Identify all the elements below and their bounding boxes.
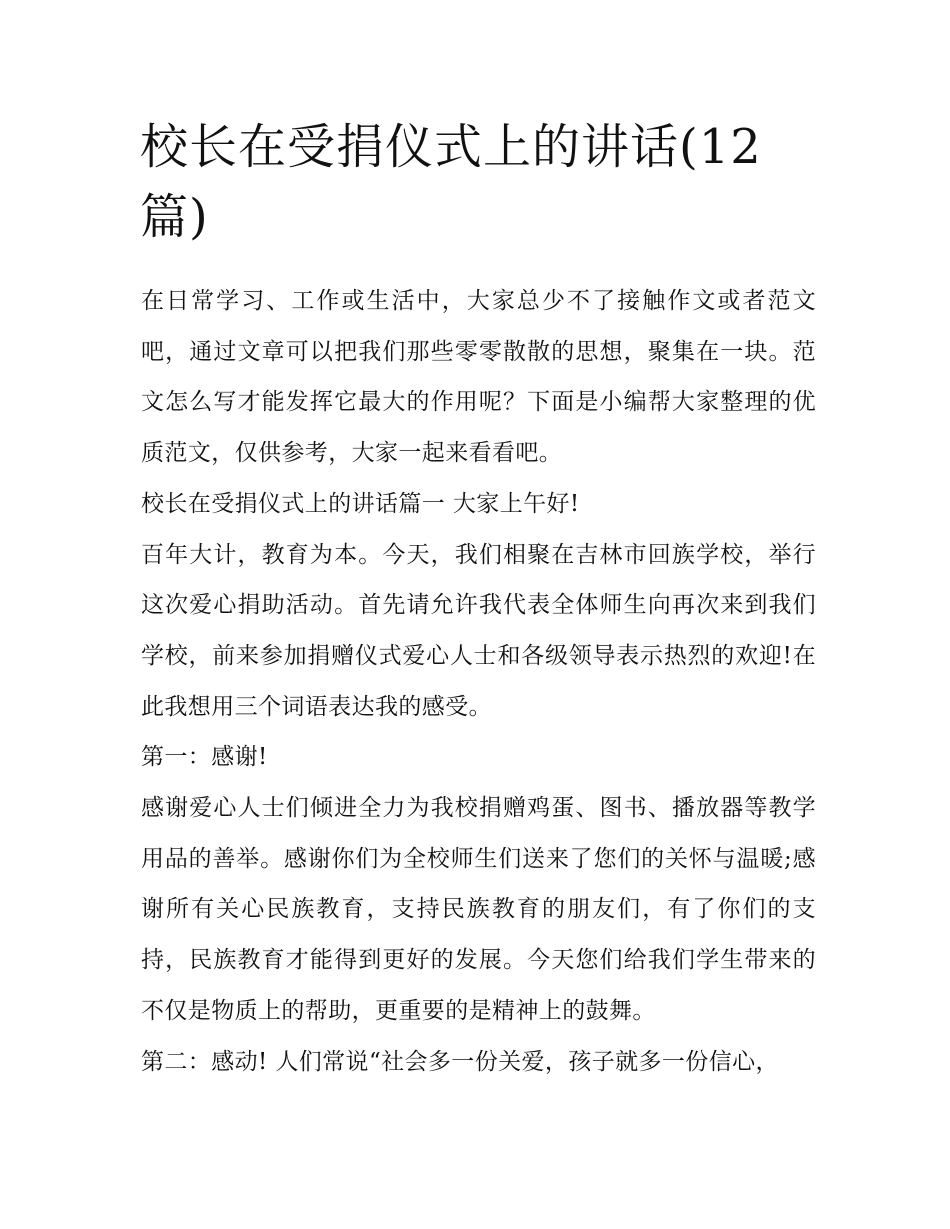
opening-paragraph: 百年大计，教育为本。今天，我们相聚在吉林市回族学校，举行这次爱心捐助活动。首先请允许我代表全体师生向再次来到我们学校，前来参加捐赠仪式爱心人士和各级领导表示热烈的欢迎!在此我想用三个词语表达我的感受。 [141, 541, 816, 720]
section-heading-paragraph: 校长在受捐仪式上的讲话篇一 大家上午好! [141, 490, 580, 517]
point-one-heading: 第一：感谢! [141, 744, 268, 771]
document-title: 校长在受捐仪式上的讲话(12篇) [140, 119, 762, 245]
point-two-paragraph: 第二：感动! 人们常说“社会多一份关爱，孩子就多一份信心， [141, 1048, 779, 1075]
intro-paragraph: 在日常学习、工作或生活中，大家总少不了接触作文或者范文吧，通过文章可以把我们那些零零散散的思想，聚集在一块。范文怎么写才能发挥它最大的作用呢？下面是小编帮大家整理的优质范文，仅供参考，大家一起来看看吧。 [141, 288, 816, 467]
document-body [141, 276, 816, 1087]
gratitude-paragraph: 感谢爱心人士们倾进全力为我校捐赠鸡蛋、图书、播放器等教学用品的善举。感谢你们为全校师生们送来了您们的关怀与温暖;感谢所有关心民族教育，支持民族教育的朋友们，有了你们的支持，民族教育才能得到更好的发展。今天您们给我们学生带来的不仅是物质上的帮助，更重要的是精神上的鼓舞。 [141, 795, 816, 1024]
